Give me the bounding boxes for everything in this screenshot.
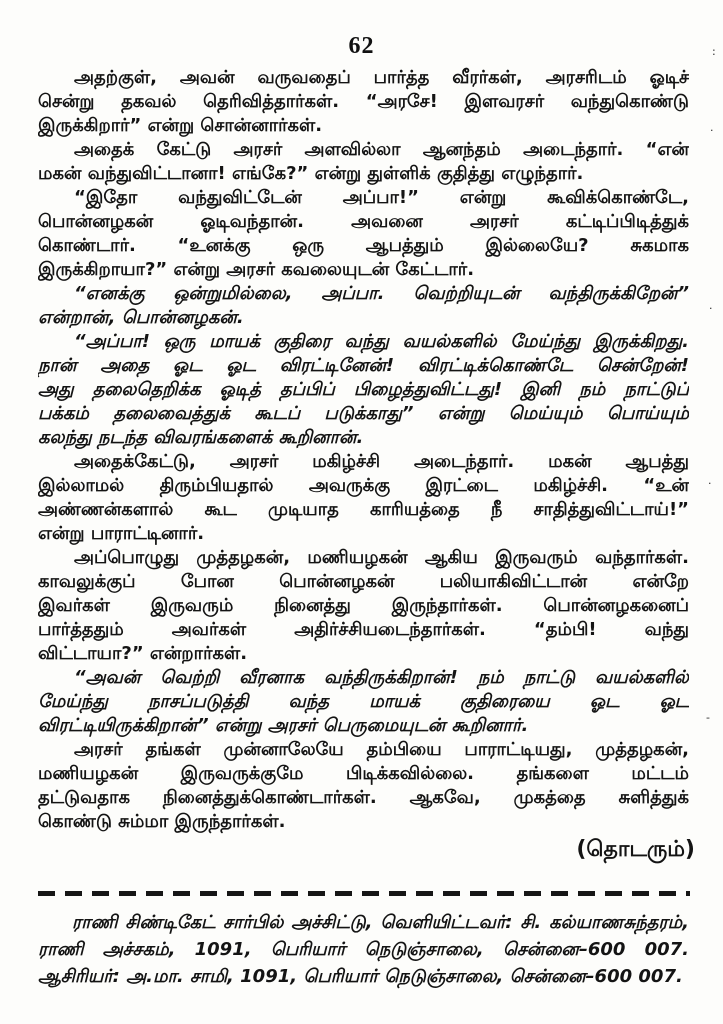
paragraph [38, 738, 689, 834]
text-line: பக்கம் தலைவைத்துக் கூடப் படுக்காது” என்று மெய்யும் பொய்யும் [38, 403, 689, 424]
paragraph [38, 330, 689, 450]
paragraph [38, 138, 689, 186]
text-line: கொண்டார். “உனக்கு ஒரு ஆபத்தும் இல்லையே? சுகமாக [38, 235, 689, 256]
text-line: “இதோ வந்துவிட்டேன் அப்பா!” என்று கூவிக்கொண்டே, [74, 187, 689, 208]
paragraph [38, 186, 689, 282]
imprint-line: ஆசிரியர்: அ.மா. சாமி, 1091, பெரியார் நெடுஞ்சாலை, சென்னை–600 007. [38, 966, 683, 987]
text-line: கலந்து நடந்த விவரங்களைக் கூறினான். [38, 427, 364, 448]
text-line: பார்த்ததும் அவர்கள் அதிர்ச்சியடைந்தார்கள். “தம்பி! வந்து [38, 619, 689, 640]
continuation-note: (தொடரும்) [576, 837, 695, 862]
paragraph [38, 546, 689, 666]
paragraph [38, 450, 689, 546]
text-line: “எனக்கு ஒன்றுமில்லை, அப்பா. வெற்றியுடன் வந்திருக்கிறேன்” [74, 283, 689, 304]
text-line: விரட்டியிருக்கிறான்” என்று அரசர் பெருமையுடன் கூறினார். [38, 715, 529, 736]
text-line: இவர்கள் இருவரும் நினைத்து இருந்தார்கள். பொன்னழகனைப் [38, 595, 689, 616]
scan-artifact: . [710, 121, 714, 134]
dashed-divider [38, 891, 690, 896]
paragraph [38, 66, 689, 138]
text-line: “அவன் வெற்றி வீரனாக வந்திருக்கிறான்! நம் நாட்டு வயல்களில் [74, 667, 689, 688]
text-line: மேய்ந்து நாசப்படுத்தி வந்த மாயக் குதிரையை ஓட ஓட [38, 691, 689, 712]
text-line: அதைக் கேட்டு அரசர் அளவில்லா ஆனந்தம் அடைந்தார். “என் [74, 139, 689, 160]
imprint-line: ராணி அச்சகம், 1091, பெரியார் நெடுஞ்சாலை, சென்னை–600 007. [38, 939, 689, 960]
scan-artifact: . [709, 299, 713, 312]
imprint-footer [38, 909, 689, 990]
text-line: என்றான், பொன்னழகன். [38, 307, 244, 328]
text-line: இருக்கிறார்” என்று சொன்னார்கள். [38, 115, 323, 136]
text-line: இருக்கிறாயா?” என்று அரசர் கவலையுடன் கேட்டார். [38, 259, 475, 280]
paragraph [38, 282, 689, 330]
text-line: பொன்னழகன் ஓடிவந்தான். அவனை அரசர் கட்டிப்பிடித்துக் [38, 211, 689, 232]
page-body [38, 66, 689, 834]
text-line: அதைக்கேட்டு, அரசர் மகிழ்ச்சி அடைந்தார். மகன் ஆபத்து [74, 451, 689, 472]
page-number: 62 [348, 33, 375, 59]
text-line: “அப்பா! ஒரு மாயக் குதிரை வந்து வயல்களில் மேய்ந்து இருக்கிறது. [74, 331, 689, 352]
text-line: விட்டாயா?” என்றார்கள். [38, 643, 248, 664]
text-line: மகன் வந்துவிட்டானா! எங்கே?” என்று துள்ளிக் குதித்து எழுந்தார். [38, 163, 584, 184]
text-line: அதற்குள், அவன் வருவதைப் பார்த்த வீரர்கள், அரசரிடம் ஓடிச் [74, 67, 689, 88]
text-line: இல்லாமல் திரும்பியதால் அவருக்கு இரட்டை மகிழ்ச்சி. “உன் [38, 475, 689, 496]
text-line: என்று பாராட்டினார். [38, 523, 205, 544]
text-line: தட்டுவதாக நினைத்துக்கொண்டார்கள். ஆகவே, முகத்தை சுளித்துக் [38, 787, 689, 808]
scan-artifact: : [712, 45, 716, 58]
text-line: அரசர் தங்கள் முன்னாலேயே தம்பியை பாராட்டியது, முத்தழகன், [74, 739, 689, 760]
paragraph [38, 666, 689, 738]
text-line: அப்பொழுது முத்தழகன், மணியழகன் ஆகிய இருவரும் வந்தார்கள். [74, 547, 689, 568]
imprint-line: ராணி சிண்டிகேட் சார்பில் அச்சிட்டு, வெளியிட்டவர்: சி. கல்யாணசுந்தரம், [72, 912, 689, 933]
scan-artifact: - [706, 711, 710, 724]
scan-artifact: · [708, 477, 712, 490]
text-line: காவலுக்குப் போன பொன்னழகன் பலியாகிவிட்டான் என்றே [38, 571, 689, 592]
text-line: அண்ணன்களால் கூட முடியாத காரியத்தை நீ சாதித்துவிட்டாய்!” [38, 499, 689, 520]
text-line: சென்று தகவல் தெரிவித்தார்கள். “அரசே! இளவரசர் வந்துகொண்டு [38, 91, 689, 112]
text-line: கொண்டு சும்மா இருந்தார்கள். [38, 811, 286, 832]
text-line: அது தலைதெறிக்க ஓடித் தப்பிப் பிழைத்துவிட்டது! இனி நம் நாட்டுப் [38, 379, 689, 400]
text-line: மணியழகன் இருவருக்குமே பிடிக்கவில்லை. தங்களை மட்டம் [38, 763, 689, 784]
text-line: நான் அதை ஓட ஓட விரட்டினேன்! விரட்டிக்கொண்டே சென்றேன்! [38, 355, 689, 376]
